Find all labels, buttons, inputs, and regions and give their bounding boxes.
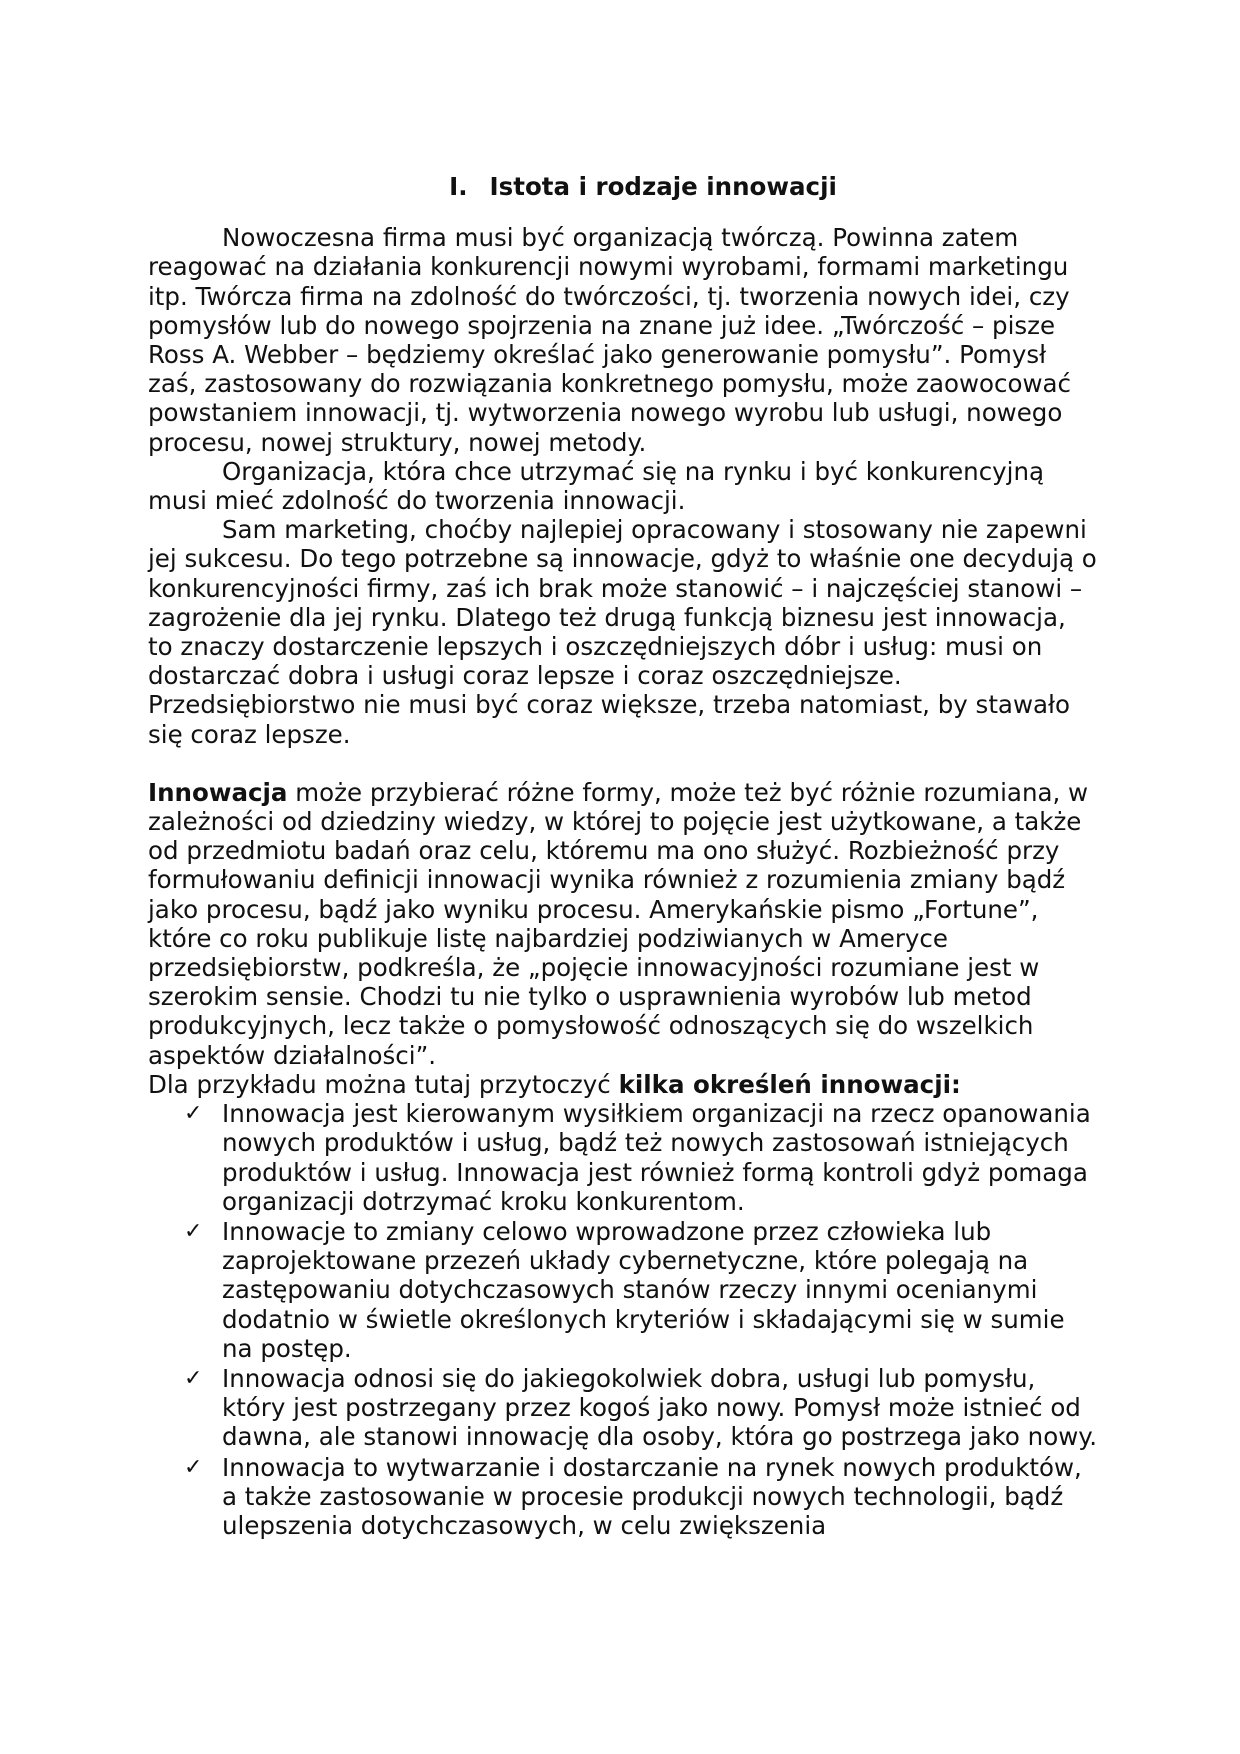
paragraph-creative-firm: Nowoczesna firma musi być organizacją twórczą. Powinna zatem reagować na działania konkurencji nowymi wyrobami, formami marketingu itp. Twórcza firma na zdolność do twórczości, tj. tworzenia nowych idei, czy pomysłów lub do nowego spojrzenia na znane już idee. „Twórczość – pisze Ross A. Webber – będziemy określać jako generowanie pomysłu”. Pomysł zaś, zastosowany do rozwiązania konkretnego pomysłu, może zaowocować powstaniem innowacji, tj. wytworzenia nowego wyrobu lub usługi, nowego procesu, nowej struktury, nowej metody. bbox=[148, 223, 1071, 457]
definition-text: Innowacja odnosi się do jakiegokolwiek dobra, usługi lub pomysłu, który jest postrzegany przez kogoś jako nowy. Pomysł może istnieć od dawna, ale stanowi innowację dla osoby, która go postrzega jako nowy. bbox=[222, 1363, 1098, 1452]
paragraph-innovation bbox=[148, 778, 1098, 1070]
paragraph-gap bbox=[148, 749, 1098, 778]
lead-in-bold: kilka określeń innowacji: bbox=[618, 1069, 961, 1099]
section-number: I. bbox=[449, 172, 468, 201]
document-page bbox=[148, 172, 1098, 1541]
definitions-list bbox=[148, 1099, 1098, 1540]
list-item bbox=[148, 1453, 1098, 1541]
paragraph-marketing: Sam marketing, choćby najlepiej opracowany i stosowany nie zapewni jej sukcesu. Do tego potrzebne są innowacje, gdyż to właśnie one decydują o konkurencyjności firmy, zaś ich brak może stanowić – i najczęściej stanowi – zagrożenie dla jej rynku. Dlatego też drugą funkcją biznesu jest innowacja, to znaczy dostarczenie lepszych i oszczędniejszych dóbr i usług: musi on dostarczać dobra i usługi coraz lepsze i coraz oszczędniejsze. Przedsiębiorstwo nie musi być coraz większe, trzeba natomiast, by stawało się coraz lepsze. bbox=[148, 515, 1097, 749]
checkmark-icon: ✓ bbox=[184, 1218, 203, 1244]
innovation-text: może przybierać różne formy, może też być różnie rozumiana, w zależności od dziedziny wiedzy, w której to pojęcie jest użytkowane, a także od przedmiotu badań oraz celu, któremu ma ono służyć. Rozbieżność przy formułowaniu definicji innowacji wynika również z rozumienia zmiany bądź jako procesu, bądź jako wyniku procesu. Amerykańskie pismo „Fortune”, które co roku publikuje listę najbardziej podziwianych w Ameryce przedsiębiorstw, podkreśla, że „pojęcie innowacyjności rozumiane jest w szerokim sensie. Chodzi tu nie tylko o usprawnienia wyrobów lub metod produkcyjnych, lecz także o pomysłowość odnoszących się do wszelkich aspektów działalności”. bbox=[148, 777, 1089, 1070]
list-item bbox=[148, 1217, 1098, 1363]
definition-text: Innowacja jest kierowanym wysiłkiem organizacji na rzecz opanowania nowych produktów i usług, bądź też nowych zastosowań istniejących produktów i usług. Innowacja jest również formą kontroli gdyż pomaga organizacji dotrzymać kroku konkurentom. bbox=[222, 1099, 1091, 1216]
checkmark-icon: ✓ bbox=[184, 1454, 203, 1480]
section-heading bbox=[148, 172, 1098, 201]
definitions-lead-in bbox=[148, 1070, 1098, 1099]
definition-text: Innowacja to wytwarzanie i dostarczanie na rynek nowych produktów, a także zastosowanie w procesie produkcji nowych technologii, bądź ulepszenia dotychczasowych, w celu zwiększenia bbox=[222, 1452, 1082, 1540]
section-title: Istota i rodzaje innowacji bbox=[489, 172, 837, 201]
list-item bbox=[148, 1364, 1098, 1452]
innovation-term: Innowacja bbox=[148, 777, 288, 807]
definition-text: Innowacje to zmiany celowo wprowadzone przez człowieka lub zaprojektowane przezeń układy cybernetyczne, które polegają na zastępowaniu dotychczasowych stanów rzeczy innymi ocenianymi dodatnio w świetle określonych kryteriów i składającymi się w sumie na postęp. bbox=[222, 1216, 1065, 1363]
checkmark-icon: ✓ bbox=[184, 1101, 203, 1127]
lead-in-text: Dla przykładu można tutaj przytoczyć bbox=[148, 1069, 619, 1099]
paragraph-organization: Organizacja, która chce utrzymać się na rynku i być konkurencyjną musi mieć zdolność do tworzenia innowacji. bbox=[148, 456, 1045, 516]
list-item bbox=[148, 1099, 1098, 1216]
checkmark-icon: ✓ bbox=[184, 1365, 203, 1391]
